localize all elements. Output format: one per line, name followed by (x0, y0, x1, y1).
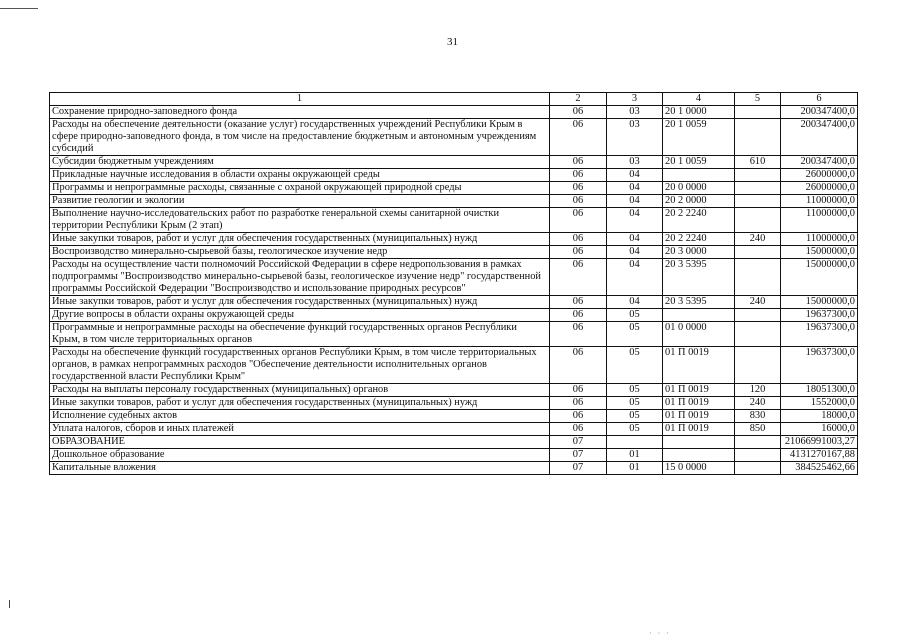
row-name-cell: Исполнение судебных актов (50, 410, 550, 423)
row-name-cell: Программные и непрограммные расходы на обеспечение функций государственных органов Республики Крым, в том числе территориальных органов (50, 322, 550, 347)
row-subsection-cell: 03 (607, 156, 663, 169)
table-row (50, 384, 858, 397)
header-col-3: 3 (607, 93, 663, 106)
row-name-cell: Уплата налогов, сборов и иных платежей (50, 423, 550, 436)
row-subsection-cell: 05 (607, 384, 663, 397)
row-amount-cell: 200347400,0 (781, 156, 858, 169)
row-target-article-cell: 20 1 0000 (663, 106, 735, 119)
row-target-article-cell: 01 П 0019 (663, 397, 735, 410)
row-target-article-cell: 20 3 5395 (663, 259, 735, 296)
header-col-2: 2 (550, 93, 607, 106)
row-name-cell: Иные закупки товаров, работ и услуг для обеспечения государственных (муниципальных) нужд (50, 233, 550, 246)
table-row (50, 233, 858, 246)
row-target-article-cell: 01 П 0019 (663, 423, 735, 436)
row-amount-cell: 11000000,0 (781, 233, 858, 246)
row-section-cell: 06 (550, 410, 607, 423)
row-expense-type-cell (735, 309, 781, 322)
table-row (50, 195, 858, 208)
header-col-4: 4 (663, 93, 735, 106)
table-row (50, 169, 858, 182)
row-expense-type-cell (735, 182, 781, 195)
row-subsection-cell: 03 (607, 106, 663, 119)
row-section-cell: 06 (550, 169, 607, 182)
table-row (50, 449, 858, 462)
row-expense-type-cell (735, 322, 781, 347)
row-amount-cell: 19637300,0 (781, 347, 858, 384)
row-expense-type-cell (735, 449, 781, 462)
row-amount-cell: 200347400,0 (781, 119, 858, 156)
table-row (50, 322, 858, 347)
row-subsection-cell: 05 (607, 347, 663, 384)
row-name-cell: Капитальные вложения (50, 462, 550, 475)
header-col-5: 5 (735, 93, 781, 106)
row-expense-type-cell: 240 (735, 233, 781, 246)
row-name-cell: ОБРАЗОВАНИЕ (50, 436, 550, 449)
row-target-article-cell: 01 П 0019 (663, 410, 735, 423)
row-target-article-cell: 20 1 0059 (663, 156, 735, 169)
row-expense-type-cell (735, 169, 781, 182)
table-row (50, 436, 858, 449)
row-subsection-cell: 04 (607, 233, 663, 246)
row-name-cell: Другие вопросы в области охраны окружающей среды (50, 309, 550, 322)
row-target-article-cell: 01 П 0019 (663, 347, 735, 384)
row-name-cell: Субсидии бюджетным учреждениям (50, 156, 550, 169)
row-target-article-cell: 01 0 0000 (663, 322, 735, 347)
row-name-cell: Расходы на обеспечение деятельности (оказание услуг) государственных учреждений Республики Крым в сфере природно-заповедного фонда, в том числе на предоставление бюджетным и автономным учреждениям субсидий (50, 119, 550, 156)
row-section-cell: 06 (550, 384, 607, 397)
row-section-cell: 07 (550, 436, 607, 449)
row-section-cell: 06 (550, 259, 607, 296)
row-target-article-cell: 20 2 2240 (663, 233, 735, 246)
row-expense-type-cell (735, 462, 781, 475)
row-subsection-cell: 04 (607, 182, 663, 195)
row-section-cell: 06 (550, 106, 607, 119)
row-amount-cell: 200347400,0 (781, 106, 858, 119)
row-section-cell: 06 (550, 423, 607, 436)
row-name-cell: Развитие геологии и экологии (50, 195, 550, 208)
row-amount-cell: 11000000,0 (781, 208, 858, 233)
row-amount-cell: 18000,0 (781, 410, 858, 423)
row-target-article-cell (663, 309, 735, 322)
row-subsection-cell: 03 (607, 119, 663, 156)
row-target-article-cell (663, 449, 735, 462)
row-subsection-cell: 05 (607, 322, 663, 347)
row-target-article-cell: 20 3 5395 (663, 296, 735, 309)
row-subsection-cell: 05 (607, 410, 663, 423)
row-amount-cell: 15000000,0 (781, 259, 858, 296)
table-row (50, 309, 858, 322)
row-section-cell: 06 (550, 296, 607, 309)
row-expense-type-cell (735, 195, 781, 208)
row-expense-type-cell: 120 (735, 384, 781, 397)
row-target-article-cell (663, 436, 735, 449)
table-row (50, 182, 858, 195)
table-row (50, 106, 858, 119)
row-section-cell: 06 (550, 347, 607, 384)
row-subsection-cell: 01 (607, 462, 663, 475)
row-target-article-cell: 20 2 2240 (663, 208, 735, 233)
row-expense-type-cell: 240 (735, 296, 781, 309)
table-row (50, 259, 858, 296)
row-expense-type-cell (735, 208, 781, 233)
header-col-1: 1 (50, 93, 550, 106)
row-section-cell: 06 (550, 208, 607, 233)
row-subsection-cell: 05 (607, 397, 663, 410)
row-section-cell: 06 (550, 156, 607, 169)
row-expense-type-cell (735, 246, 781, 259)
table-row (50, 347, 858, 384)
row-expense-type-cell: 830 (735, 410, 781, 423)
row-subsection-cell: 05 (607, 309, 663, 322)
row-section-cell: 07 (550, 449, 607, 462)
row-name-cell: Дошкольное образование (50, 449, 550, 462)
row-target-article-cell: 20 0 0000 (663, 182, 735, 195)
row-name-cell: Иные закупки товаров, работ и услуг для обеспечения государственных (муниципальных) нужд (50, 296, 550, 309)
row-subsection-cell: 04 (607, 259, 663, 296)
row-expense-type-cell: 850 (735, 423, 781, 436)
table-row (50, 119, 858, 156)
row-section-cell: 06 (550, 246, 607, 259)
row-amount-cell: 19637300,0 (781, 322, 858, 347)
row-section-cell: 06 (550, 195, 607, 208)
row-name-cell: Расходы на обеспечение функций государственных органов Республики Крым, в том числе территориальных органов, в рамках непрограммных расходов "Обеспечение деятельности исполнительных органов государственной власти Республики Крым" (50, 347, 550, 384)
row-expense-type-cell (735, 259, 781, 296)
row-amount-cell: 16000,0 (781, 423, 858, 436)
row-section-cell: 06 (550, 119, 607, 156)
table-row (50, 296, 858, 309)
row-expense-type-cell: 240 (735, 397, 781, 410)
table-row (50, 156, 858, 169)
row-subsection-cell (607, 436, 663, 449)
row-name-cell: Сохранение природно-заповедного фонда (50, 106, 550, 119)
row-amount-cell: 18051300,0 (781, 384, 858, 397)
row-section-cell: 06 (550, 309, 607, 322)
header-col-6: 6 (781, 93, 858, 106)
row-amount-cell: 19637300,0 (781, 309, 858, 322)
row-section-cell: 06 (550, 182, 607, 195)
row-name-cell: Программы и непрограммные расходы, связанные с охраной окружающей природной среды (50, 182, 550, 195)
scan-artifact-tick (9, 600, 10, 608)
row-amount-cell: 15000000,0 (781, 296, 858, 309)
row-expense-type-cell (735, 436, 781, 449)
row-target-article-cell: 15 0 0000 (663, 462, 735, 475)
table-row (50, 208, 858, 233)
row-section-cell: 06 (550, 233, 607, 246)
row-amount-cell: 21066991003,27 (781, 436, 858, 449)
table-row (50, 462, 858, 475)
table-row (50, 423, 858, 436)
row-amount-cell: 4131270167,88 (781, 449, 858, 462)
row-section-cell: 06 (550, 322, 607, 347)
row-name-cell: Выполнение научно-исследовательских работ по разработке генеральной схемы санитарной очистки территории Республики Крым (2 этап) (50, 208, 550, 233)
scan-artifact-line (0, 8, 38, 9)
row-name-cell: Воспроизводство минерально-сырьевой базы, геологическое изучение недр (50, 246, 550, 259)
table-row (50, 397, 858, 410)
row-target-article-cell: 20 2 0000 (663, 195, 735, 208)
table-row (50, 246, 858, 259)
row-amount-cell: 11000000,0 (781, 195, 858, 208)
row-expense-type-cell: 610 (735, 156, 781, 169)
row-target-article-cell (663, 169, 735, 182)
table-header-row (50, 93, 858, 106)
row-expense-type-cell (735, 347, 781, 384)
scan-artifact-dots: · · · (649, 629, 671, 638)
row-name-cell: Иные закупки товаров, работ и услуг для обеспечения государственных (муниципальных) нужд (50, 397, 550, 410)
row-section-cell: 07 (550, 462, 607, 475)
row-name-cell: Расходы на осуществление части полномочий Российской Федерации в сфере недропользования в рамках подпрограммы "Воспроизводство минерально-сырьевой базы, геологическое изучение недр" государственной программы Российской Федерации "Воспроизводство и использование природных ресурсов" (50, 259, 550, 296)
row-amount-cell: 26000000,0 (781, 182, 858, 195)
page-number: 31 (447, 36, 458, 48)
row-subsection-cell: 04 (607, 195, 663, 208)
row-section-cell: 06 (550, 397, 607, 410)
row-amount-cell: 384525462,66 (781, 462, 858, 475)
budget-table-body (50, 93, 858, 475)
table-row (50, 410, 858, 423)
row-subsection-cell: 01 (607, 449, 663, 462)
row-subsection-cell: 04 (607, 169, 663, 182)
row-subsection-cell: 05 (607, 423, 663, 436)
row-target-article-cell: 01 П 0019 (663, 384, 735, 397)
row-name-cell: Прикладные научные исследования в области охраны окружающей среды (50, 169, 550, 182)
row-subsection-cell: 04 (607, 296, 663, 309)
row-target-article-cell: 20 1 0059 (663, 119, 735, 156)
row-name-cell: Расходы на выплаты персоналу государственных (муниципальных) органов (50, 384, 550, 397)
row-expense-type-cell (735, 106, 781, 119)
row-amount-cell: 1552000,0 (781, 397, 858, 410)
row-expense-type-cell (735, 119, 781, 156)
row-amount-cell: 26000000,0 (781, 169, 858, 182)
row-subsection-cell: 04 (607, 246, 663, 259)
row-target-article-cell: 20 3 0000 (663, 246, 735, 259)
row-amount-cell: 15000000,0 (781, 246, 858, 259)
row-subsection-cell: 04 (607, 208, 663, 233)
budget-table (49, 92, 858, 475)
